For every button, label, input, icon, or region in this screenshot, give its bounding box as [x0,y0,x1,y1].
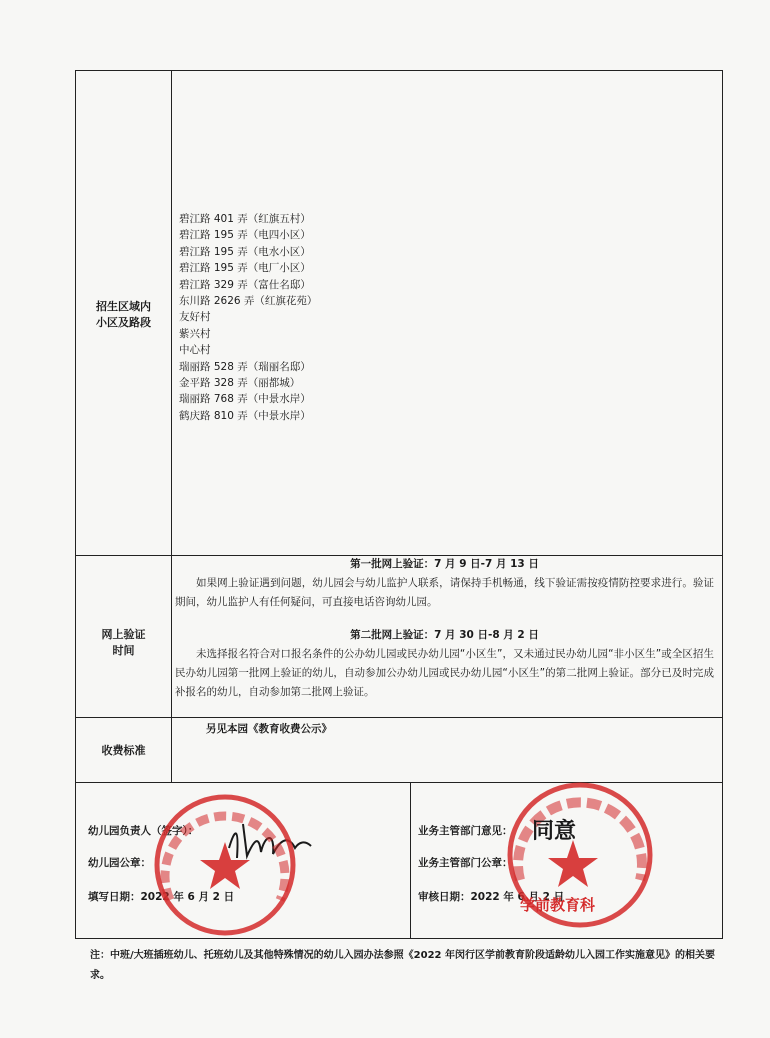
address-item: 鹤庆路 810 弄（中景水岸） [179,409,311,422]
kindergarten-seal [150,790,300,940]
address-item: 紫兴村 [179,327,211,340]
first-batch-text: 如果网上验证遇到问题，幼儿园会与幼儿监护人联系，请保持手机畅通，线下验证需按疫情防控要求进行。验证期间，幼儿监护人有任何疑问，可直接电话咨询幼儿园。 [175,577,714,608]
verification-time-label: 网上验证 时间 [101,628,146,657]
address-item: 友好村 [179,311,211,324]
signature-column-divider [410,782,411,938]
review-date: 审核日期：2022 年 6 月 2 日 [418,891,565,903]
row-divider-2 [76,717,722,718]
department-opinion-label: 业务主管部门意见： [418,825,513,837]
address-item: 瑞丽路 528 弄（瑞丽名邸） [179,360,311,373]
kindergarten-seal-label: 幼儿园公章： [88,857,151,869]
address-item: 瑞丽路 768 弄（中景水岸） [179,393,311,406]
department-opinion-value: 同意 [532,819,577,844]
address-item: 碧江路 195 弄（电厂小区） [179,262,311,275]
second-batch-title: 第二批网上验证：7 月 30 日-8 月 2 日 [350,629,539,641]
second-batch-text: 未选择报名符合对口报名条件的公办幼儿园或民办幼儿园“小区生”，又未通过民办幼儿园“非小区生”或全区招生民办幼儿园第一批网上验证的幼儿，自动参加公办幼儿园或民办幼儿园“小区生”的第二批网上验证。部分已及时完成补报名的幼儿，自动参加第二批网上验证。 [175,648,714,698]
address-item: 碧江路 401 弄（红旗五村） [179,213,311,225]
address-item: 金平路 328 弄（丽都城） [179,377,301,390]
address-item: 碧江路 195 弄（电水小区） [179,245,311,258]
seal-bottom-text: 学前教育科 [520,896,596,914]
principal-signature-label: 幼儿园负责人（签字）： [88,825,199,837]
address-item: 东川路 2626 弄（红旗花苑） [179,295,318,308]
department-seal-label: 业务主管部门公章： [418,857,513,869]
first-batch-title: 第一批网上验证：7 月 9 日-7 月 13 日 [350,558,539,570]
address-item: 碧江路 329 弄（富仕名邸） [179,278,311,291]
footnote: 注：中班/大班插班幼儿、托班幼儿及其他特殊情况的幼儿入园办法参照《2022 年闵行区学前教育阶段适龄幼儿入园工作实施意见》的相关要求。 [90,950,715,981]
fee-standard-label: 收费标准 [101,744,146,757]
address-item: 中心村 [179,344,211,357]
fee-standard-text: 另见本园《教育收费公示》 [206,723,332,735]
verification-schedule [171,555,718,702]
fill-date: 填写日期：2022 年 6 月 2 日 [88,891,235,903]
address-list [179,211,317,424]
address-item: 碧江路 195 弄（电四小区） [179,229,311,242]
enrollment-area-label: 招生区域内 小区及路段 [96,300,151,329]
